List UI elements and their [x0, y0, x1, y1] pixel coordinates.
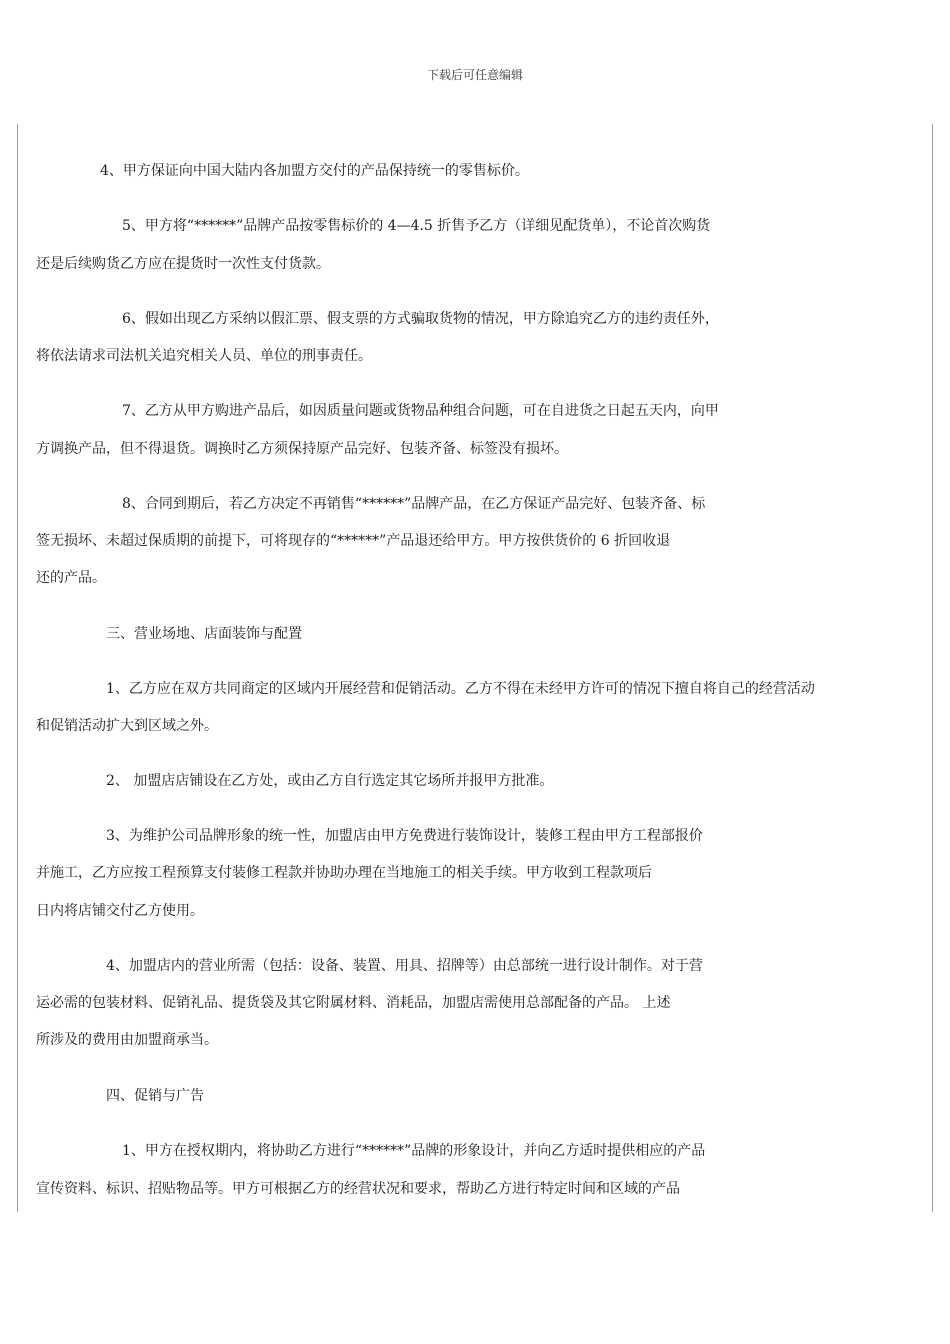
section-4-heading: 四、促销与广告	[106, 1088, 204, 1104]
clause-8-line-3: 还的产品。	[36, 570, 106, 586]
section-3-clause-4-line-1: 4、加盟店内的营业所需（包括：设备、装置、用具、招牌等）由总部统一进行设计制作。对于营	[106, 958, 703, 974]
left-border-line	[17, 124, 18, 1212]
section-3-clause-1-line-1: 1、乙方应在双方共同商定的区域内开展经营和促销活动。乙方不得在未经甲方许可的情况下擅自将自己的经营活动	[106, 681, 815, 697]
clause-6-line-2: 将依法请求司法机关追究相关人员、单位的刑事责任。	[36, 348, 372, 364]
clause-6-line-1: 6、假如出现乙方采纳以假汇票、假支票的方式骗取货物的情况，甲方除追究乙方的违约责任外，	[122, 311, 719, 327]
clause-7-line-2: 方调换产品，但不得退货。调换时乙方须保持原产品完好、包装齐备、标签没有损坏。	[36, 441, 568, 457]
clause-5-line-2: 还是后续购货乙方应在提货时一次性支付货款。	[36, 256, 330, 272]
section-4-clause-1-line-2: 宣传资料、标识、招贴物品等。甲方可根据乙方的经营状况和要求，帮助乙方进行特定时间和区域的产品	[36, 1181, 680, 1197]
section-3-clause-3-line-3: 日内将店铺交付乙方使用。	[36, 903, 204, 919]
section-3-clause-3-line-2: 并施工，乙方应按工程预算支付装修工程款并协助办理在当地施工的相关手续。甲方收到工程款项后	[36, 865, 652, 881]
clause-7-line-1: 7、乙方从甲方购进产品后，如因质量问题或货物品种组合问题，可在自进货之日起五天内，向甲	[122, 403, 719, 419]
section-3-clause-2-line-1: 2、 加盟店店铺设在乙方处，或由乙方自行选定其它场所并报甲方批准。	[106, 773, 554, 789]
section-3-clause-4-line-2: 运必需的包装材料、促销礼品、提货袋及其它附属材料、消耗品，加盟店需使用总部配备的产品。 上述	[36, 995, 671, 1011]
section-3-clause-1-line-2: 和促销活动扩大到区域之外。	[36, 718, 218, 734]
clause-5-line-1: 5、甲方将“******”品牌产品按零售标价的 4—4.5 折售予乙方（详细见配货单），不论首次购货	[122, 218, 711, 234]
page-header: 下载后可任意编辑	[426, 68, 523, 82]
right-border-line	[932, 124, 933, 1212]
clause-8-line-2: 签无损坏、未超过保质期的前提下，可将现存的“******”产品退还给甲方。甲方按供货价的 6 折回收退	[36, 533, 671, 549]
clause-4-line-1: 4、甲方保证向中国大陆内各加盟方交付的产品保持统一的零售标价。	[100, 163, 529, 179]
section-3-clause-4-line-3: 所涉及的费用由加盟商承当。	[36, 1032, 218, 1048]
clause-8-line-1: 8、合同到期后，若乙方决定不再销售“******”品牌产品，在乙方保证产品完好、包装齐备、标	[122, 496, 706, 512]
section-3-heading: 三、营业场地、店面装饰与配置	[106, 626, 302, 642]
section-3-clause-3-line-1: 3、为维护公司品牌形象的统一性，加盟店由甲方免费进行装饰设计，装修工程由甲方工程部报价	[106, 828, 703, 844]
section-4-clause-1-line-1: 1、甲方在授权期内，将协助乙方进行“******”品牌的形象设计，并向乙方适时提供相应的产品	[122, 1143, 706, 1159]
